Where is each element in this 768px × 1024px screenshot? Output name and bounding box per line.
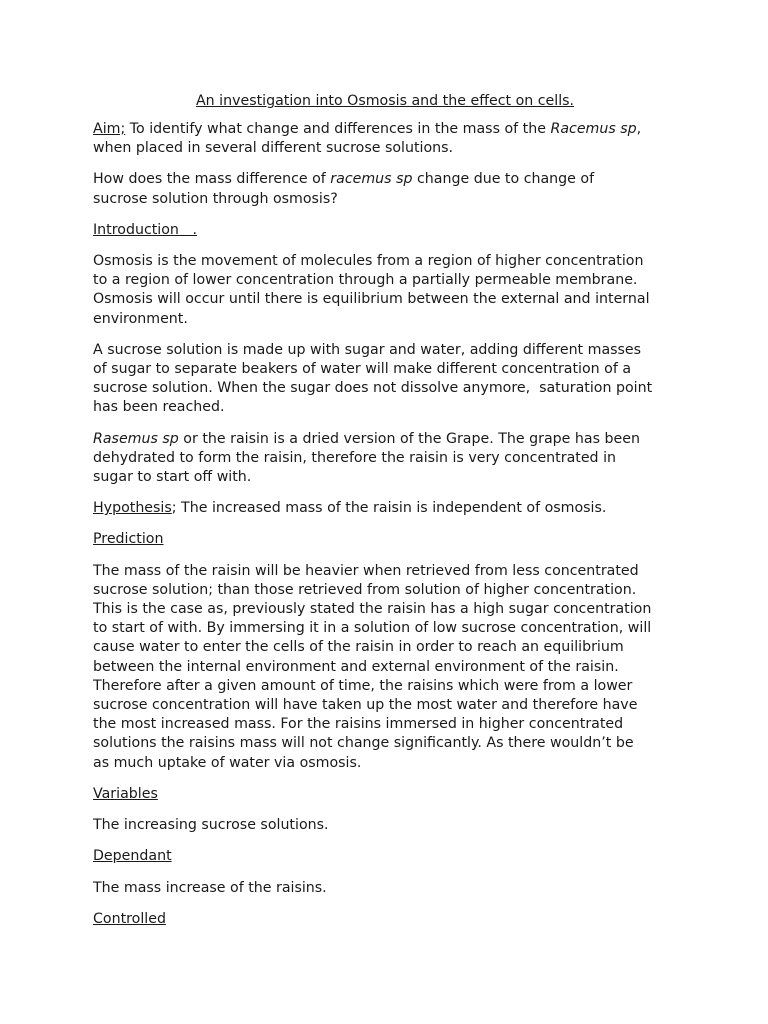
aim-paragraph [93, 120, 653, 158]
document-page [93, 92, 657, 941]
question-text-after: change due to change of sucrose solution through osmosis? [93, 171, 595, 207]
introduction-paragraph-sucrose: A sucrose solution is made up with sugar and water, adding different masses of sugar to separate beakers of water will make different concentration of a sucrose solution. When the sugar does not dissolve anymore, saturation point has been reached. [93, 341, 657, 416]
research-question [93, 170, 653, 208]
aim-text-after: , when placed in several different sucrose solutions. [93, 121, 642, 157]
variables-heading [93, 785, 653, 804]
introduction-heading-text: Introduction . [93, 221, 197, 238]
question-text-before: How does the mass difference of [93, 171, 331, 188]
introduction-heading [93, 221, 653, 240]
dependant-paragraph: The mass increase of the raisins. [93, 879, 327, 896]
aim-label: Aim; [93, 121, 126, 137]
aim-species: Racemus sp [550, 121, 637, 137]
raisin-text: or the raisin is a dried version of the Grape. The grape has been dehydrated to form the raisin, therefore the raisin is very concentrated in sugar to start off with. [93, 430, 640, 486]
prediction-heading [93, 530, 653, 549]
document-title: An investigation into Osmosis and the effect on cells. [195, 93, 575, 109]
prediction-heading-text: Prediction [93, 531, 164, 548]
controlled-heading [93, 910, 653, 929]
controlled-heading-text: Controlled [93, 910, 166, 927]
hypothesis-paragraph [93, 499, 653, 518]
dependant-heading-text: Dependant [93, 848, 172, 865]
introduction-paragraph-raisin [93, 430, 653, 488]
aim-text-before: To identify what change and differences in the mass of the [125, 121, 551, 137]
hypothesis-label: Hypothesis [93, 500, 172, 517]
introduction-paragraph-osmosis: Osmosis is the movement of molecules from a region of higher concentration to a region of lower concentration through a partially permeable membrane. Osmosis will occur until there is equilibrium between the external and internal environment. [93, 253, 650, 327]
question-species: racemus sp [330, 171, 413, 188]
prediction-paragraph: The mass of the raisin will be heavier when retrieved from less concentrated sucrose solution; than those retrieved from solution of higher concentration. This is the case as, previously stated the raisin has a high sugar concentration to start of with. By immersing it in a solution of low sucrose concentration, will cause water to enter the cells of the raisin in order to reach an equilibrium between the internal environment and external environment of the raisin. Therefore after a given amount of time, the raisins which were from a lower sucrose concentration will have taken up the most water and therefore have the most increased mass. For the raisins immersed in higher concentrated solutions the raisins mass will not change significantly. As there wouldn’t be as much uptake of water via osmosis. [93, 562, 652, 771]
variables-paragraph: The increasing sucrose solutions. [93, 817, 329, 834]
raisin-species: Rasemus sp [93, 430, 179, 447]
dependant-heading [93, 847, 653, 866]
variables-heading-text: Variables [93, 785, 158, 802]
hypothesis-text: ; The increased mass of the raisin is independent of osmosis. [171, 500, 607, 517]
